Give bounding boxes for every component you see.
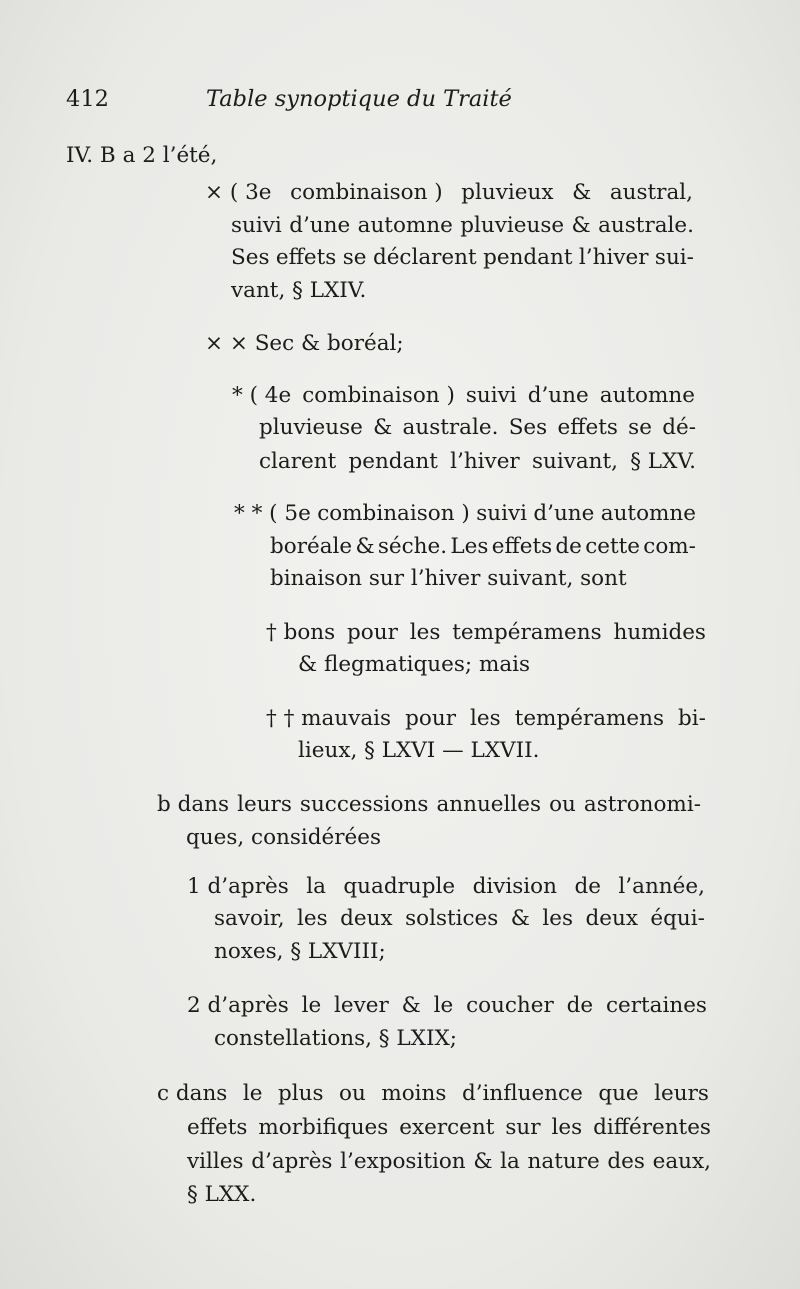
text-line: savoir, les deux solstices & les deux équi- <box>214 906 705 931</box>
text-line: boréale & séche. Les effets de cette com- <box>270 534 696 559</box>
running-title: Table synoptique du Traité <box>206 86 512 112</box>
text-line: × ( 3e combinaison ) pluvieux & austral, <box>205 180 693 205</box>
text-line: lieux, § LXVI — LXVII. <box>298 738 540 763</box>
page-number: 412 <box>66 86 109 112</box>
text-line: † bons pour les tempéramens humides <box>266 620 706 645</box>
text-line: ques, considérées <box>186 825 382 850</box>
page-header <box>66 88 576 111</box>
text-line: c dans le plus ou moins d’influence que leurs <box>157 1081 709 1106</box>
text-line: & flegmatiques; mais <box>298 652 531 677</box>
text-line: villes d’après l’exposition & la nature des eaux, <box>187 1149 711 1174</box>
text-line: 1 d’après la quadruple division de l’année, <box>187 874 705 899</box>
text-line: † † mauvais pour les tempéramens bi- <box>266 706 706 731</box>
text-line: IV. B a 2 l’été, <box>66 143 218 168</box>
text-line: pluvieuse & australe. Ses effets se dé- <box>259 415 696 440</box>
text-line: vant, § LXIV. <box>231 278 367 303</box>
text-line: effets morbifiques exercent sur les différentes <box>187 1115 711 1140</box>
text-line: binaison sur l’hiver suivant, sont <box>270 566 627 591</box>
text-line: suivi d’une automne pluvieuse & australe. <box>231 213 694 238</box>
text-line: noxes, § LXVIII; <box>214 939 386 964</box>
text-line: 2 d’après le lever & le coucher de certaines <box>187 993 707 1018</box>
text-line: b dans leurs successions annuelles ou astronomi- <box>157 792 701 817</box>
text-line: § LXX. <box>187 1182 257 1207</box>
text-line: clarent pendant l’hiver suivant, § LXV. <box>259 449 696 474</box>
text-line: constellations, § LXIX; <box>214 1026 458 1051</box>
text-line: × × Sec & boréal; <box>205 331 404 356</box>
text-line: * * ( 5e combinaison ) suivi d’une automne <box>234 501 696 526</box>
text-line: * ( 4e combinaison ) suivi d’une automne <box>232 383 695 408</box>
text-line: Ses effets se déclarent pendant l’hiver sui- <box>231 245 694 270</box>
